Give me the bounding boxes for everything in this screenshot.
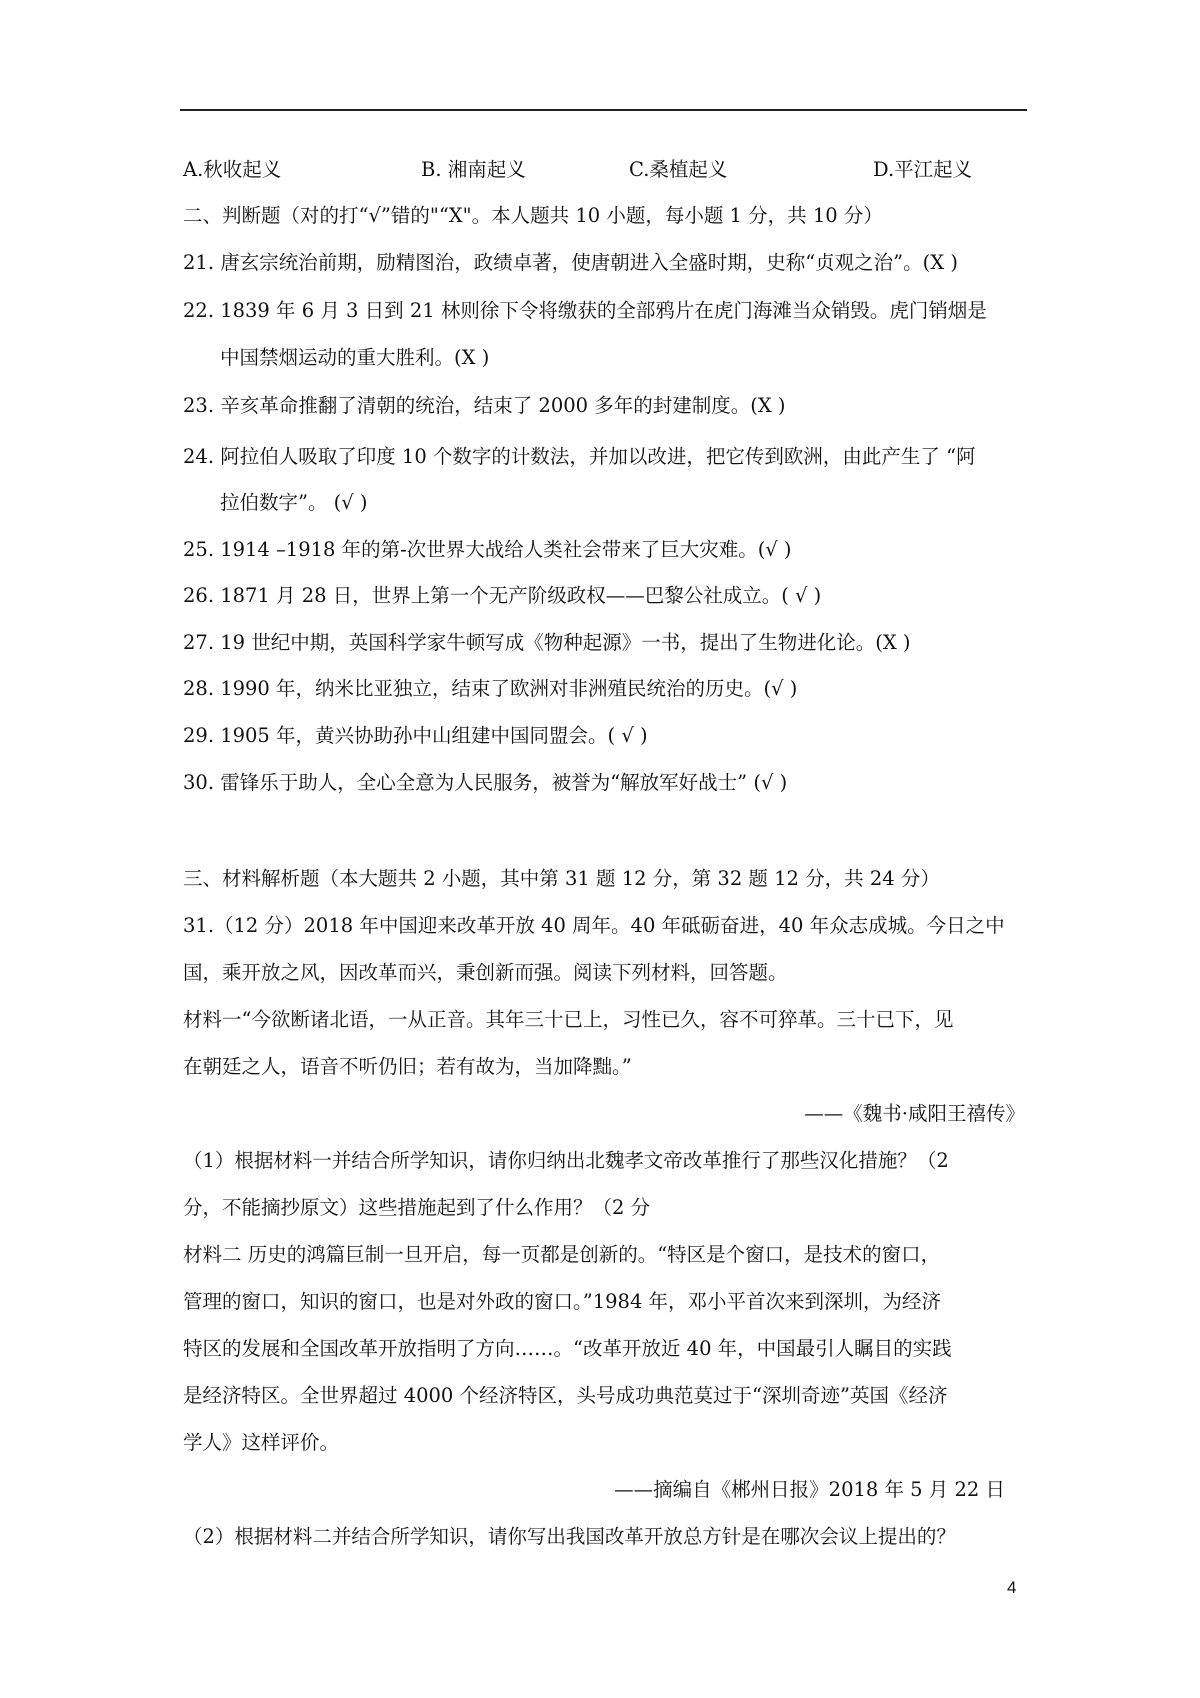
material-1-cont: 在朝廷之人，语音不听仍旧；若有故为，当加降黜。”: [183, 1055, 632, 1078]
question-27: 27. 19 世纪中期，英国科学家牛顿写成《物种起源》一书，提出了生物进化论。(X ): [183, 631, 911, 654]
question-31: 31.（12 分）2018 年中国迎来改革开放 40 周年。40 年砥砺奋进，40 年众志成城。今日之中: [183, 914, 1005, 937]
question-23: 23. 辛亥革命推翻了清朝的统治，结束了 2000 多年的封建制度。(X ): [183, 394, 786, 417]
question-26: 26. 1871 月 28 日，世界上第一个无产阶级政权——巴黎公社成立。( √ ): [183, 584, 822, 607]
section2-header: 二、判断题（对的打“√”错的"“X"。本人题共 10 小题，每小题 1 分，共 10 分）: [183, 204, 883, 227]
question-31-cont: 国，乘开放之风，因改革而兴，秉创新而强。阅读下列材料，回答题。: [183, 961, 788, 984]
question-30: 30. 雷锋乐于助人，全心全意为人民服务，被誉为“解放军好战士” (√ ): [183, 771, 788, 794]
question-24-cont: 拉伯数字”。 (√ ): [220, 491, 368, 514]
question-29: 29. 1905 年，黄兴协助孙中山组建中国同盟会。( √ ): [183, 724, 648, 747]
question-25: 25. 1914 –1918 年的第-次世界大战给人类社会带来了巨大灾难。(√ ): [183, 538, 792, 561]
question-28: 28. 1990 年，纳米比亚独立，结束了欧洲对非洲殖民统治的历史。(√ ): [183, 677, 798, 700]
material-2-line2: 管理的窗口，知识的窗口，也是对外政的窗口。”1984 年，邓小平首次来到深圳，为经济: [183, 1290, 942, 1313]
material-1: 材料一“今欲断诸北语，一从正音。其年三十已上，习性已久，容不可猝革。三十已下，见: [183, 1008, 954, 1031]
option-c: C.桑植起义: [629, 158, 728, 181]
material-1-source: ——《魏书·咸阳王禧传》: [804, 1102, 1025, 1125]
page-number: 4: [1007, 1578, 1017, 1597]
option-a: A.秋收起义: [183, 158, 282, 181]
header-rule: [180, 109, 1027, 111]
material-2-line3: 特区的发展和全国改革开放指明了方向……。“改革开放近 40 年，中国最引人瞩目的实践: [183, 1337, 952, 1360]
sub-question-1: （1）根据材料一并结合所学知识，请你归纳出北魏孝文帝改革推行了那些汉化措施？（2: [183, 1149, 949, 1172]
sub-question-2: （2）根据材料二并结合所学知识，请你写出我国改革开放总方针是在哪次会议上提出的？: [183, 1525, 956, 1548]
option-d: D.平江起义: [873, 158, 973, 181]
option-b: B. 湘南起义: [421, 158, 526, 181]
question-22: 22. 1839 年 6 月 3 日到 21 林则徐下令将缴获的全部鸦片在虎门海滩当众销毁。虎门销烟是: [183, 299, 987, 322]
question-22-cont: 中国禁烟运动的重大胜利。(X ): [220, 346, 490, 369]
section3-header: 三、材料解析题（本大题共 2 小题，其中第 31 题 12 分，第 32 题 12 分，共 24 分）: [183, 867, 940, 890]
material-2-line5: 学人》这样评价。: [183, 1431, 340, 1454]
question-21: 21. 唐玄宗统治前期，励精图治，政绩卓著，使唐朝进入全盛时期，史称“贞观之治”。(X ): [183, 251, 958, 274]
question-24: 24. 阿拉伯人吸取了印度 10 个数字的计数法，并加以改进，把它传到欧洲，由此产生了 “阿: [183, 445, 976, 468]
material-2: 材料二 历史的鸿篇巨制一旦开启，每一页都是创新的。“特区是个窗口，是技术的窗口，: [183, 1243, 941, 1266]
material-2-source: ——摘编自《郴州日报》2018 年 5 月 22 日: [614, 1478, 1005, 1501]
material-2-line4: 是经济特区。全世界超过 4000 个经济特区，头号成功典范莫过于“深圳奇迹”英国《经济: [183, 1384, 948, 1407]
sub-question-1-cont: 分，不能摘抄原文）这些措施起到了什么作用？（2 分: [183, 1196, 651, 1219]
